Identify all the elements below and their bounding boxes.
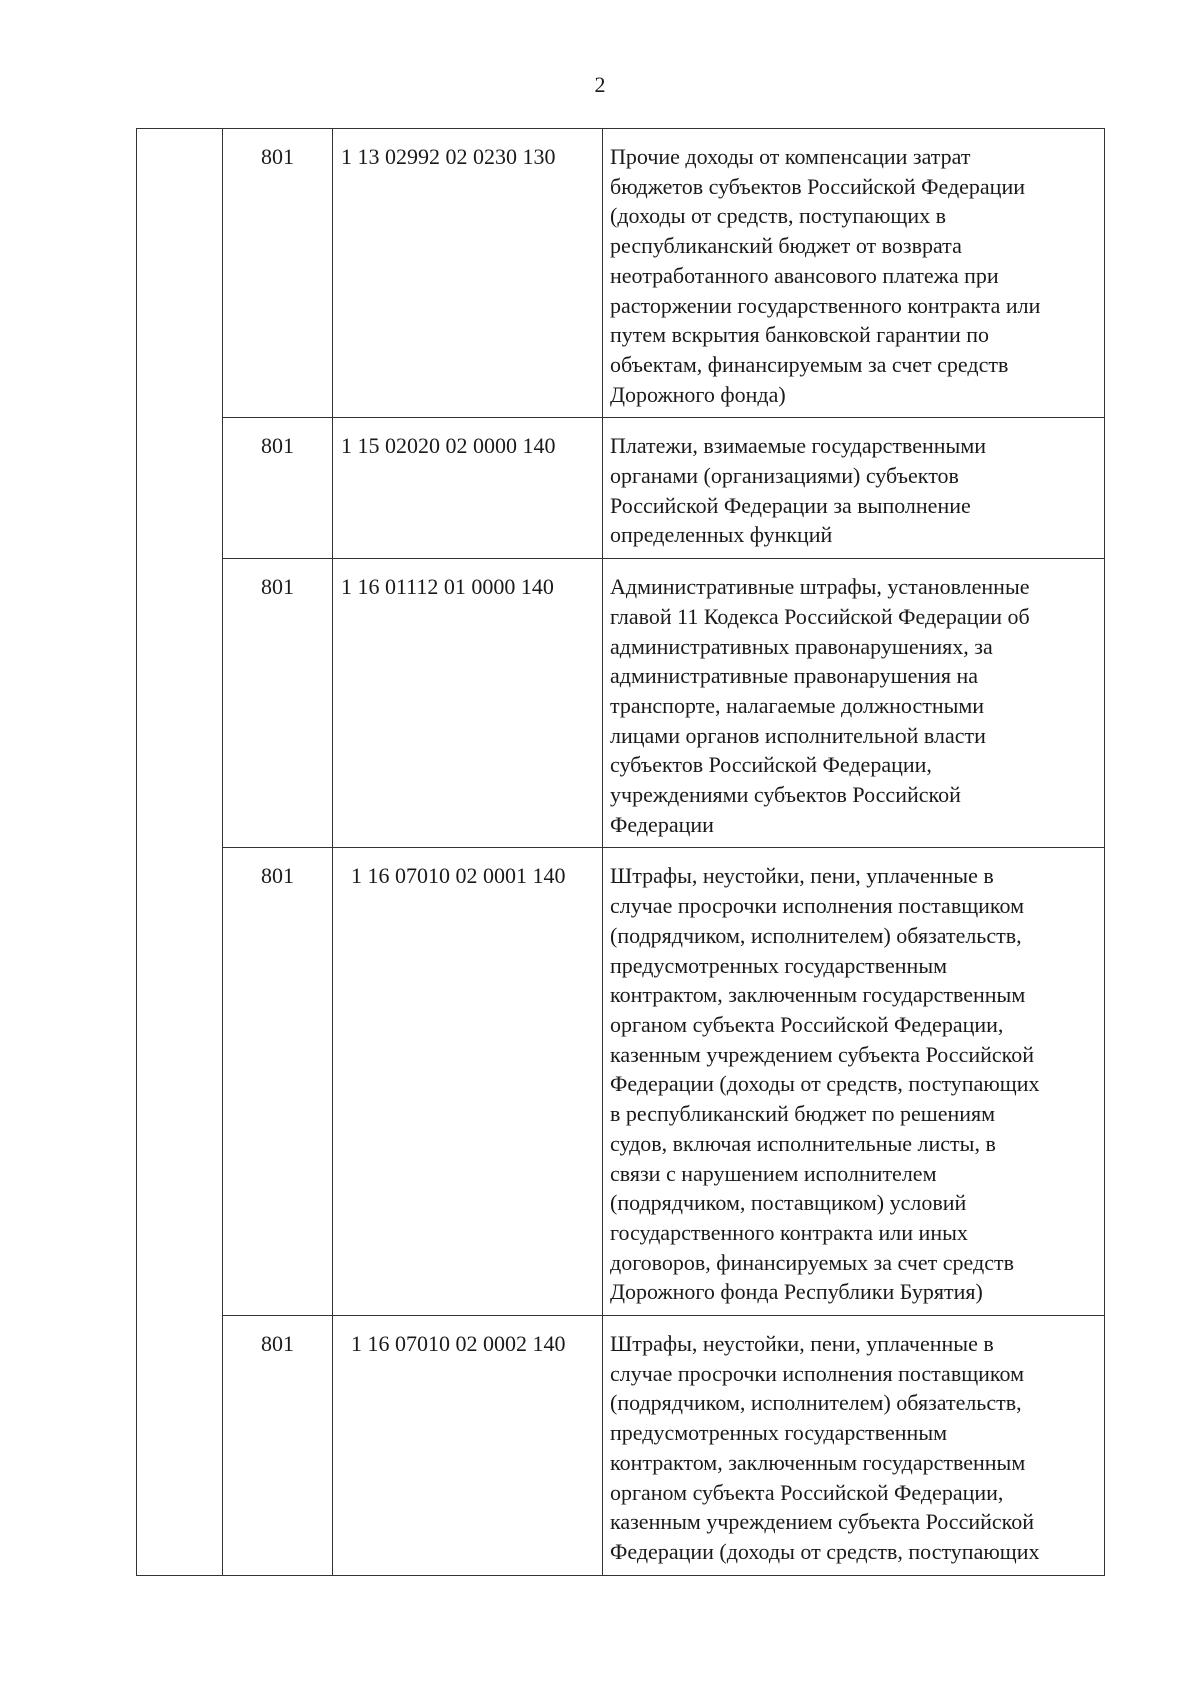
table-row xyxy=(137,848,1105,1316)
description-line: органом субъекта Российской Федерации, xyxy=(610,1479,1004,1505)
description-line: объектам, финансируемым за счет средств xyxy=(610,351,1009,377)
empty-column-cell xyxy=(137,129,223,1576)
description-line: государственного контракта или иных xyxy=(610,1219,968,1245)
description-line: республиканский бюджет от возврата xyxy=(610,233,962,259)
description-line: (доходы от средств, поступающих в xyxy=(610,203,946,229)
admin-code: 801 xyxy=(261,574,294,600)
description-line: предусмотренных государственным xyxy=(610,1420,948,1446)
description-line: казенным учреждением субъекта Российской xyxy=(610,1509,1034,1535)
table-row xyxy=(137,559,1105,848)
description-line: главой 11 Кодекса Российской Федерации об xyxy=(610,603,1030,629)
description-line: лицами органов исполнительной власти xyxy=(610,722,986,748)
kbk-code: 1 15 02020 02 0000 140 xyxy=(341,433,556,459)
kbk-code-cell xyxy=(333,129,603,418)
description-line: (подрядчиком, исполнителем) обязательств, xyxy=(610,1390,1022,1416)
table-row xyxy=(137,418,1105,559)
description-line: Федерации (доходы от средств, поступающих xyxy=(610,1538,1040,1564)
description-line: бюджетов субъектов Российской Федерации xyxy=(610,173,1025,199)
description-line: договоров, финансируемых за счет средств xyxy=(610,1249,1014,1275)
kbk-code: 1 16 01112 01 0000 140 xyxy=(341,574,554,600)
description-line: (подрядчиком, исполнителем) обязательств, xyxy=(610,922,1022,948)
description-cell xyxy=(603,418,1105,559)
description-line: связи с нарушением исполнителем xyxy=(610,1160,937,1186)
kbk-code: 1 16 07010 02 0001 140 xyxy=(351,863,566,889)
description-line: Дорожного фонда Республики Бурятия) xyxy=(610,1279,983,1305)
admin-code-cell xyxy=(223,848,333,1316)
description-line: Дорожного фонда) xyxy=(610,381,786,407)
description-line: казенным учреждением субъекта Российской xyxy=(610,1041,1034,1067)
page-number: 2 xyxy=(594,72,606,97)
admin-code-cell xyxy=(223,559,333,848)
admin-code-cell xyxy=(223,1316,333,1576)
description-line: (подрядчиком, поставщиком) условий xyxy=(610,1190,967,1216)
description-line: Российской Федерации за выполнение xyxy=(610,492,971,518)
admin-code-cell xyxy=(223,129,333,418)
description-cell xyxy=(603,129,1105,418)
admin-code: 801 xyxy=(261,863,294,889)
description-line: контрактом, заключенным государственным xyxy=(610,1449,1026,1475)
description-line: административные правонарушения на xyxy=(610,663,979,689)
table-row xyxy=(137,1316,1105,1576)
description-line: контрактом, заключенным государственным xyxy=(610,982,1026,1008)
description-line: Штрафы, неустойки, пени, уплаченные в xyxy=(610,863,994,889)
description-line: транспорте, налагаемые должностными xyxy=(610,692,985,718)
kbk-code-cell xyxy=(333,418,603,559)
description-line: Платежи, взимаемые государственными xyxy=(610,433,987,459)
description-line: судов, включая исполнительные листы, в xyxy=(610,1130,996,1156)
description-line: административных правонарушениях, за xyxy=(610,633,993,659)
revenue-codes-table xyxy=(136,128,1105,1576)
description-cell xyxy=(603,559,1105,848)
kbk-code: 1 16 07010 02 0002 140 xyxy=(351,1331,566,1357)
admin-code-cell xyxy=(223,418,333,559)
description-cell xyxy=(603,848,1105,1316)
admin-code: 801 xyxy=(261,433,294,459)
description-line: органами (организациями) субъектов xyxy=(610,463,959,489)
description-line: расторжении государственного контракта или xyxy=(610,292,1041,318)
description-line: в республиканский бюджет по решениям xyxy=(610,1101,996,1127)
description-line: Административные штрафы, установленные xyxy=(610,574,1030,600)
kbk-code: 1 13 02992 02 0230 130 xyxy=(341,144,556,169)
description-line: неотработанного авансового платежа при xyxy=(610,262,999,288)
description-line: органом субъекта Российской Федерации, xyxy=(610,1011,1004,1037)
kbk-code-cell xyxy=(333,559,603,848)
description-line: определенных функций xyxy=(610,522,833,548)
description-line: субъектов Российской Федерации, xyxy=(610,752,932,778)
kbk-code-cell xyxy=(333,848,603,1316)
admin-code: 801 xyxy=(261,144,294,169)
description-line: Федерации xyxy=(610,811,714,837)
description-line: Прочие доходы от компенсации затрат xyxy=(610,144,971,169)
description-line: учреждениями субъектов Российской xyxy=(610,782,961,808)
kbk-code-cell xyxy=(333,1316,603,1576)
admin-code: 801 xyxy=(261,1331,294,1357)
description-line: случае просрочки исполнения поставщиком xyxy=(610,893,1024,919)
table-row xyxy=(137,129,1105,418)
description-line: Штрафы, неустойки, пени, уплаченные в xyxy=(610,1331,994,1357)
description-line: случае просрочки исполнения поставщиком xyxy=(610,1360,1024,1386)
description-line: путем вскрытия банковской гарантии по xyxy=(610,322,990,348)
description-line: предусмотренных государственным xyxy=(610,952,948,978)
description-line: Федерации (доходы от средств, поступающих xyxy=(610,1071,1040,1097)
description-cell xyxy=(603,1316,1105,1576)
